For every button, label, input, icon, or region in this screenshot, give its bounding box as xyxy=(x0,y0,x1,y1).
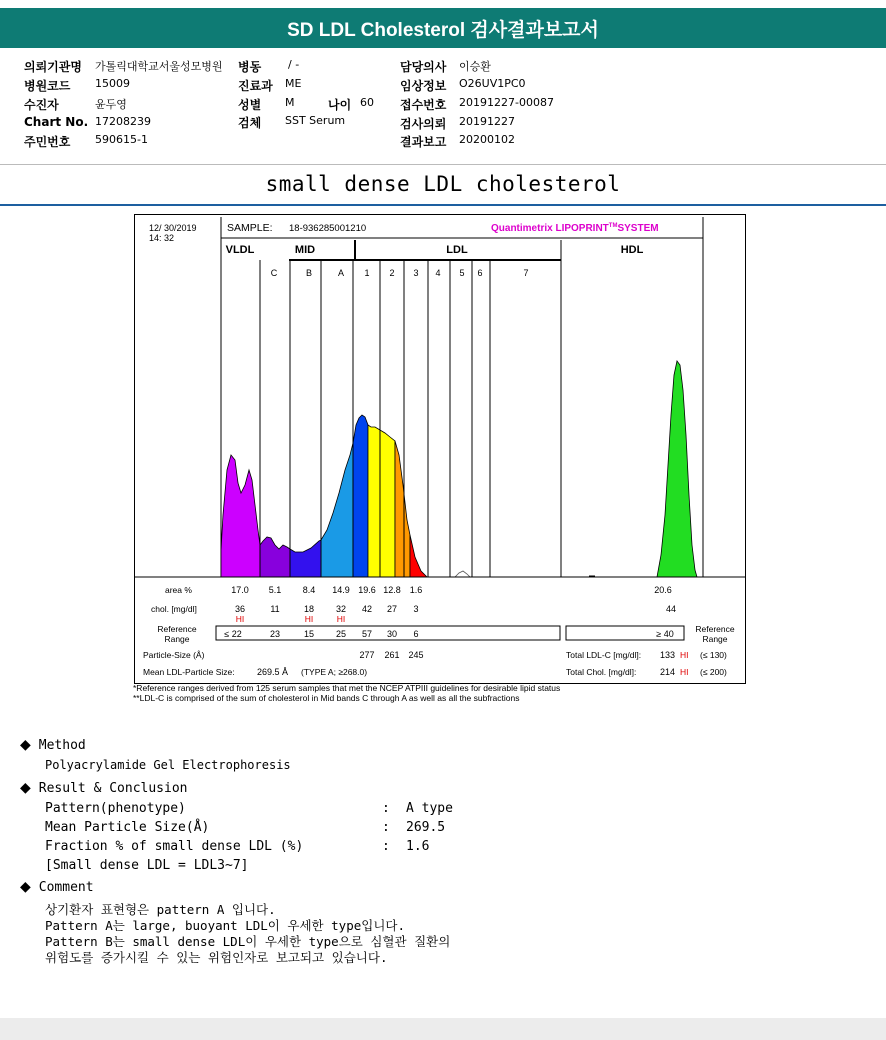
value-patient-name: 윤두영 xyxy=(95,98,127,111)
footnote-2: **LDL-C is comprised of the sum of cholesterol in Mid bands C through A as well as all the subfractions xyxy=(133,693,520,703)
total-ldl-ref: (≤ 130) xyxy=(700,650,727,660)
label-chart-no: Chart No. xyxy=(24,115,89,129)
area-label: area % xyxy=(165,585,192,595)
peak-ldl2b xyxy=(380,430,395,577)
value-sex: M xyxy=(285,96,295,109)
value-receipt-number: 20191227-00087 xyxy=(459,96,554,109)
value-resident-number: 590615-1 xyxy=(95,133,148,146)
total-chol-label: Total Chol. [mg/dl]: xyxy=(566,667,637,677)
ref-label-hdl-1: Reference xyxy=(695,624,735,634)
comment-line-4: 위험도를 증가시킬 수 있는 위험인자로 보고되고 있습니다. xyxy=(45,950,388,965)
band-2: 2 xyxy=(389,268,395,278)
value-specimen: SST Serum xyxy=(285,114,346,127)
result-value-pattern: A type xyxy=(406,801,453,816)
chart-time: 14: 32 xyxy=(149,233,175,243)
ref-hdl: ≥ 40 xyxy=(656,629,674,639)
ref-label-hdl-2: Range xyxy=(702,634,728,644)
chart-date: 12/ 30/2019 xyxy=(149,223,197,233)
type-text: (TYPE A; ≥268.0) xyxy=(301,667,368,677)
diamond-bullet-icon: ◆ xyxy=(20,737,31,753)
area-c: 5.1 xyxy=(268,585,282,595)
section-band xyxy=(0,166,886,206)
label-receipt-number: 접수번호 xyxy=(400,98,447,112)
label-hospital-code: 병원코드 xyxy=(24,79,71,93)
ref-b: 15 xyxy=(303,629,315,639)
label-physician: 담당의사 xyxy=(400,60,447,74)
band-6: 6 xyxy=(477,268,483,278)
comment-line-1: 상기환자 표현형은 pattern A 입니다. xyxy=(45,902,276,917)
peak-ldl1 xyxy=(353,415,368,577)
area-hdl: 20.6 xyxy=(654,585,672,595)
ref-vldl: ≤ 22 xyxy=(224,629,242,639)
total-chol-ref: (≤ 200) xyxy=(700,667,727,677)
value-chart-no: 17208239 xyxy=(95,115,151,128)
peak-ldl3 xyxy=(395,441,410,577)
comment-heading: Comment xyxy=(38,880,94,895)
ref-ldl3: 6 xyxy=(413,629,419,639)
total-ldl-flag: HI xyxy=(680,650,689,660)
band-4: 4 xyxy=(435,268,441,278)
band-5: 5 xyxy=(459,268,465,278)
label-sex: 성별 xyxy=(238,98,262,112)
comment-heading-row xyxy=(20,879,94,895)
group-ldl: LDL xyxy=(446,244,468,256)
lipoprint-chart-svg xyxy=(135,215,745,683)
group-mid: MID xyxy=(294,244,316,256)
band-7: 7 xyxy=(523,268,529,278)
result-value-fraction: 1.6 xyxy=(406,839,430,854)
sample-id: 18-936285001210 xyxy=(289,223,367,234)
ref-ldl2: 30 xyxy=(386,629,398,639)
footnotes xyxy=(133,683,560,703)
peak-mid-c xyxy=(260,537,290,577)
label-specimen: 검체 xyxy=(238,116,262,130)
patient-info xyxy=(0,50,886,165)
band-1: 1 xyxy=(364,268,370,278)
brand-name xyxy=(491,223,659,234)
comment-line-2: Pattern A는 large, buoyant LDL이 우세한 type입니다. xyxy=(45,918,405,933)
brand-text: Quantimetrix LIPOPRINT xyxy=(491,223,609,234)
band-b: B xyxy=(305,268,313,278)
ref-ldl1: 57 xyxy=(361,629,373,639)
ref-a: 25 xyxy=(335,629,347,639)
chol-flag-a: HI xyxy=(336,614,346,624)
particle-size-2: 261 xyxy=(384,650,400,660)
value-clinical-info: O26UV1PC0 xyxy=(459,77,526,90)
area-b: 8.4 xyxy=(302,585,316,595)
brand-suffix: SYSTEM xyxy=(617,223,659,234)
peak-hdl xyxy=(657,361,697,577)
label-ward: 병동 xyxy=(238,60,262,74)
method-heading: Method xyxy=(38,738,86,753)
area-a: 14.9 xyxy=(332,585,350,595)
ref-label-2: Range xyxy=(164,634,190,644)
particle-size-1: 277 xyxy=(359,650,375,660)
value-department: ME xyxy=(285,77,302,90)
result-sep-fraction: : xyxy=(382,839,390,854)
brand-tm: TM xyxy=(608,223,618,229)
label-clinical-info: 임상정보 xyxy=(400,79,447,93)
peak-mid-b xyxy=(290,540,321,577)
method-heading-row xyxy=(20,737,86,753)
chol-ldl3: 3 xyxy=(413,604,419,614)
comment-line-3: Pattern B는 small dense LDL이 우세한 type으로 심혈관 질환의 xyxy=(45,934,451,949)
result-label-fraction: Fraction % of small dense LDL (%) xyxy=(45,839,304,854)
band-a: A xyxy=(337,268,345,278)
label-department: 진료과 xyxy=(238,79,273,93)
group-vldl: VLDL xyxy=(225,244,255,256)
section-title: small dense LDL cholesterol xyxy=(265,172,621,196)
mean-size-label: Mean LDL-Particle Size: xyxy=(143,667,235,677)
value-physician: 이승환 xyxy=(459,60,491,73)
result-note: [Small dense LDL = LDL3~7] xyxy=(45,858,249,873)
value-ward: / - xyxy=(288,58,300,71)
result-sep-mean-size: : xyxy=(382,820,390,835)
chol-c: 11 xyxy=(270,604,280,614)
chol-ldl1: 42 xyxy=(361,604,373,614)
peak-ldl2 xyxy=(368,425,380,577)
label-resident-number: 주민번호 xyxy=(24,135,71,149)
peak-mid-a xyxy=(321,443,353,577)
band-c: C xyxy=(270,268,278,278)
area-ldl1: 19.6 xyxy=(358,585,376,595)
area-ldl2: 12.8 xyxy=(383,585,401,595)
result-label-mean-size: Mean Particle Size(Å) xyxy=(45,820,210,835)
chol-label: chol. [mg/dl] xyxy=(151,604,197,614)
label-patient-name: 수진자 xyxy=(24,98,59,112)
chol-flag-vldl: HI xyxy=(235,614,245,624)
peak-ldl5-bump xyxy=(455,571,470,577)
ref-label-1: Reference xyxy=(157,624,197,634)
result-sep-pattern: : xyxy=(382,801,390,816)
area-ldl3: 1.6 xyxy=(409,585,423,595)
footer-bar xyxy=(0,1018,886,1040)
label-requesting-institution: 의뢰기관명 xyxy=(24,60,82,74)
total-chol-value: 214 xyxy=(660,667,676,677)
peak-vldl xyxy=(221,455,260,577)
value-hospital-code: 15009 xyxy=(95,77,130,90)
area-vldl: 17.0 xyxy=(231,585,249,595)
value-result-report: 20200102 xyxy=(459,133,515,146)
total-ldl-value: 133 xyxy=(660,650,676,660)
particle-size-3: 245 xyxy=(408,650,424,660)
chol-flag-b: HI xyxy=(304,614,314,624)
ref-c: 23 xyxy=(269,629,281,639)
value-age: 60 xyxy=(360,96,374,109)
footnote-1: *Reference ranges derived from 125 serum samples that met the NCEP ATPIII guidelines for desirable lipid status xyxy=(133,683,561,693)
chol-a: 32 xyxy=(335,604,347,614)
method-text: Polyacrylamide Gel Electrophoresis xyxy=(45,758,291,772)
report-title: SD LDL Cholesterol 검사결과보고서 xyxy=(0,8,886,48)
diamond-bullet-icon: ◆ xyxy=(20,879,31,895)
chol-b: 18 xyxy=(303,604,315,614)
value-test-request: 20191227 xyxy=(459,115,515,128)
chol-ldl2: 27 xyxy=(386,604,398,614)
band-3: 3 xyxy=(413,268,419,278)
mean-size-value: 269.5 Å xyxy=(257,667,289,677)
total-ldl-label: Total LDL-C [mg/dl]: xyxy=(566,650,642,660)
result-value-mean-size: 269.5 xyxy=(406,820,446,835)
sample-label: SAMPLE: xyxy=(227,222,273,234)
chol-vldl: 36 xyxy=(234,604,246,614)
group-hdl: HDL xyxy=(620,244,644,256)
label-age: 나이 xyxy=(328,98,352,112)
lipoprint-chart xyxy=(134,214,746,684)
label-result-report: 결과보고 xyxy=(400,135,447,149)
chol-hdl: 44 xyxy=(665,604,677,614)
result-heading-row xyxy=(20,780,188,796)
value-requesting-institution: 가톨릭대학교서울성모병원 xyxy=(95,60,223,73)
label-test-request: 검사의뢰 xyxy=(400,117,447,131)
result-heading: Result & Conclusion xyxy=(38,781,188,796)
total-chol-flag: HI xyxy=(680,667,689,677)
result-label-pattern: Pattern(phenotype) xyxy=(45,801,186,816)
peak-ldl4-7 xyxy=(410,535,427,577)
diamond-bullet-icon: ◆ xyxy=(20,780,31,796)
particle-size-label: Particle-Size (Å) xyxy=(143,650,205,660)
